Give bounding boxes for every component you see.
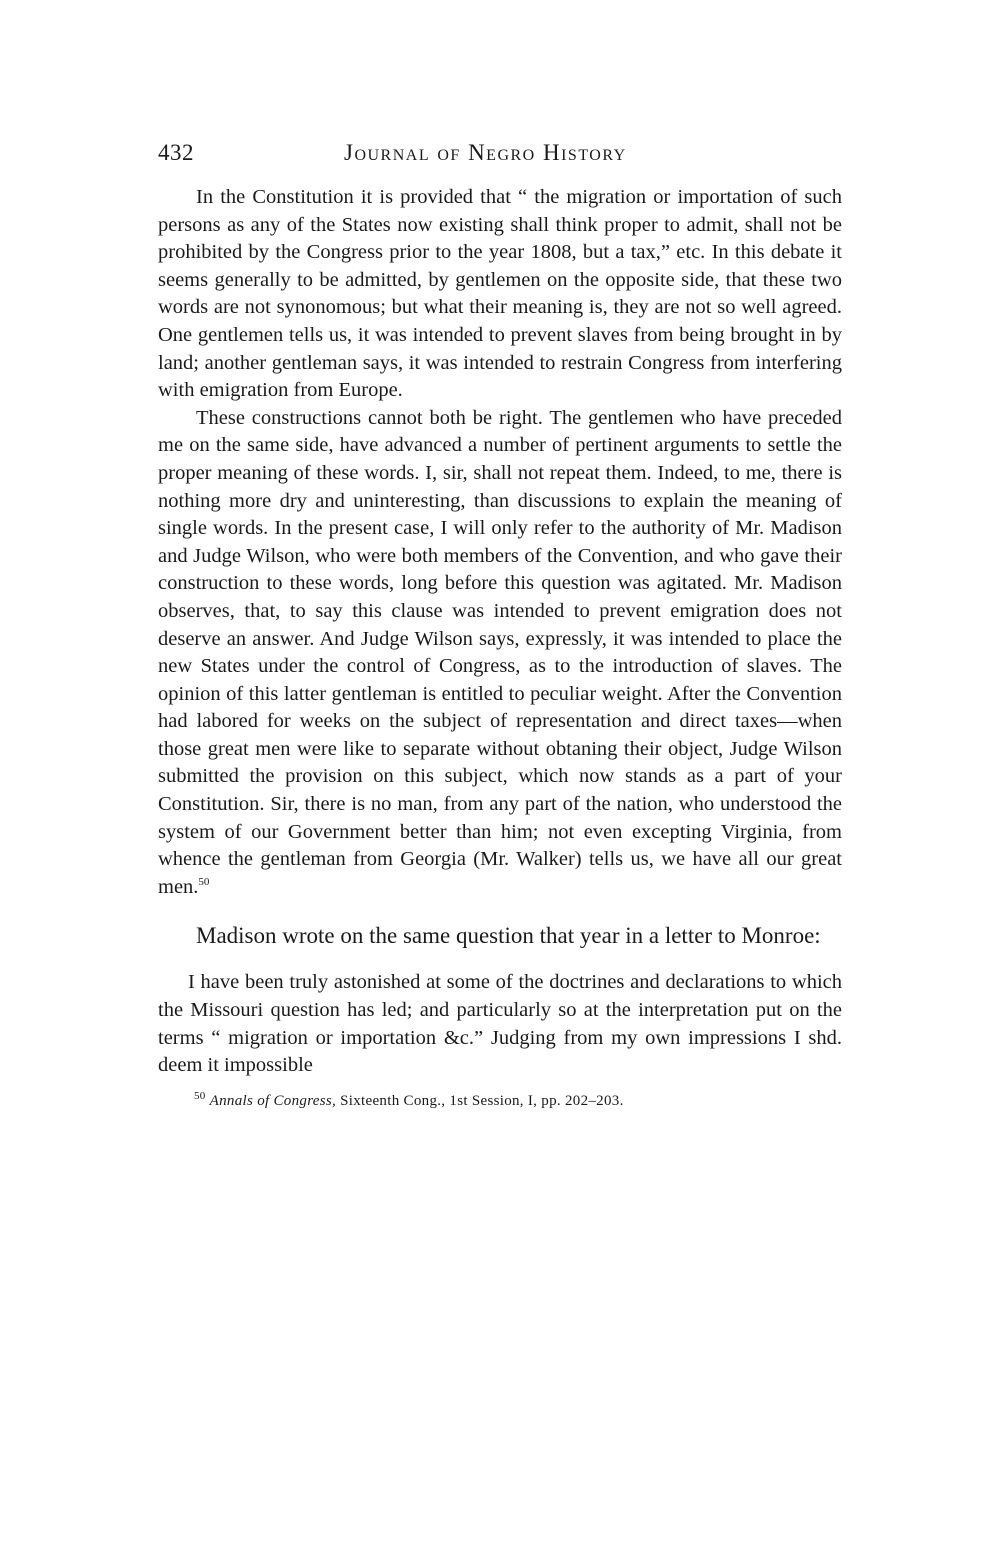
page	[158, 132, 842, 1111]
footnote	[194, 1091, 842, 1111]
footnote-marker: 50	[194, 1089, 206, 1102]
footnote-reference: 50	[198, 876, 210, 889]
footnote-source: Annals of Congress,	[209, 1092, 337, 1109]
page-number: 432	[158, 140, 194, 165]
quotation-block-2: I have been truly astonished at some of the doctrines and declarations to which the Missouri question has led; and particularly so at the interpretation put on the terms “ migration or importation &c.” Judging from my own impressions I shd. deem it impossible	[158, 971, 842, 1077]
running-head	[158, 132, 842, 172]
quote-paragraph-2-text: These constructions cannot both be right. The gentlemen who have preceded me on the same side, have advanced a number of pertinent arguments to settle the proper meaning of these words. I, sir, shall not repeat them. Indeed, to me, there is nothing more dry and uninteresting, than discussions to explain the meaning of single words. In the present case, I will only refer to the authority of Mr. Madison and Judge Wilson, who were both members of the Convention, and who gave their construction to these words, long before this question was agitated. Mr. Madison observes, that, to say this clause was intended to prevent emigration does not deserve an answer. And Judge Wilson says, expressly, it was intended to place the new States under the control of Congress, as to the introduction of slaves. The opinion of this latter gentleman is entitled to peculiar weight. After the Convention had labored for weeks on the subject of representation and direct taxes—when those great men were like to separate without obtaning their object, Judge Wilson submitted the provision on this subject, which now stands as a part of your Constitution. Sir, there is no man, from any part of the nation, who understood the system of our Government better than him; not even excepting Virginia, from whence the gentleman from Georgia (Mr. Walker) tells us, we have all our great men.	[158, 406, 842, 898]
quote-paragraph-2	[158, 405, 842, 902]
footnote-citation: Sixteenth Cong., 1st Session, I, pp. 202–203.	[336, 1092, 624, 1109]
journal-title: Journal of Negro History	[344, 140, 627, 165]
quote-paragraph-1: In the Constitution it is provided that “ the migration or importation of such persons as any of the States now existing shall think proper to admit, shall not be prohibited by the Congress prior to the year 1808, but a tax,” etc. In this debate it seems generally to be admitted, by gentlemen on the opposite side, that these two words are not synonomous; but what their meaning is, they are not so well agreed. One gentlemen tells us, it was intended to prevent slaves from being brought in by land; another gentleman says, it was intended to restrain Congress from interfering with emigration from Europe.	[158, 186, 842, 402]
quotation-block-1	[158, 184, 842, 901]
body-paragraph: Madison wrote on the same question that year in a letter to Monroe:	[196, 923, 821, 949]
